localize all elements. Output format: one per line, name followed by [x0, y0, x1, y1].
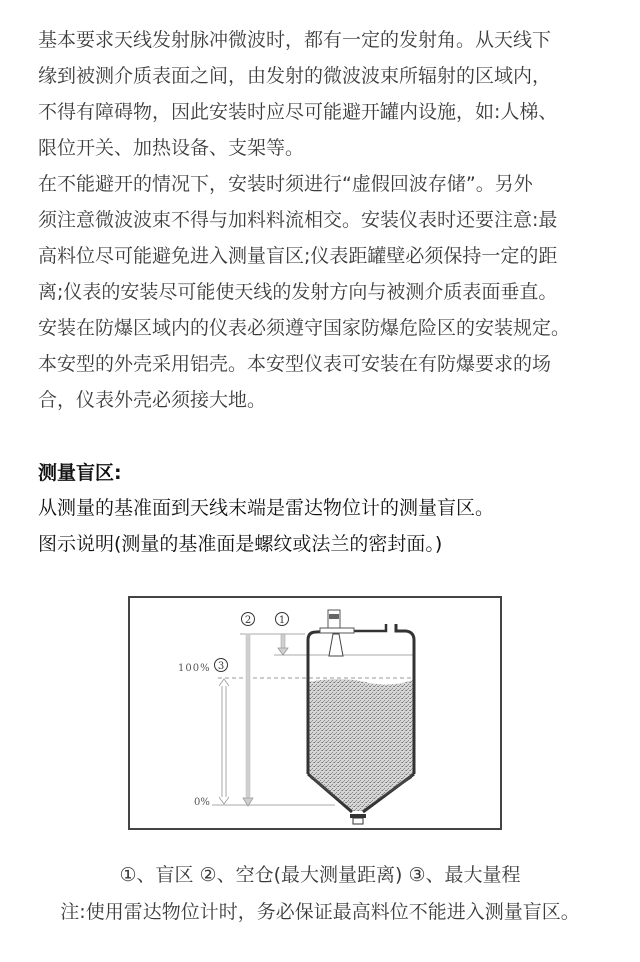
text-line: 缘到被测介质表面之间，由发射的微波波束所辐射的区域内， [38, 65, 552, 87]
text-line: 合，仪表外壳必须接大地。 [38, 389, 267, 411]
text-line: 须注意微波波束不得与加料料流相交。安装仪表时还要注意:最 [38, 209, 558, 231]
blind-zone-diagram [128, 596, 502, 830]
text-line: 高料位尽可能避免进入测量盲区;仪表距罐壁必须保持一定的距 [38, 245, 558, 267]
text-line: 本安型的外壳采用铝壳。本安型仪表可安装在有防爆要求的场 [38, 353, 552, 375]
text-line: 安装在防爆区域内的仪表必须遵守国家防爆危险区的安装规定。 [38, 317, 571, 339]
empty-space-arrow [243, 634, 253, 806]
usage-note: 注:使用雷达物位计时，务必保证最高料位不能进入测量盲区。 [60, 901, 580, 923]
marker-3-max-range [215, 659, 228, 673]
blind-zone-heading: 测量盲区: [38, 462, 122, 484]
text-line: 基本要求天线发射脉冲微波时，都有一定的发射角。从天线下 [38, 29, 552, 51]
blind-zone-definition: 从测量的基准面到天线末端是雷达物位计的测量盲区。 [38, 497, 495, 519]
figure-note: 图示说明(测量的基准面是螺纹或法兰的密封面。) [38, 533, 443, 555]
empty-level-label: 0% [194, 797, 210, 808]
installation-requirements-paragraph [38, 22, 618, 418]
radar-level-gauge [320, 610, 354, 656]
marker-2-empty-space [242, 613, 255, 627]
text-line: 离;仪表的安装尽可能使天线的发射方向与被测介质表面垂直。 [38, 281, 558, 303]
tank-diagram-svg [130, 598, 500, 828]
blind-zone-arrow [278, 634, 288, 655]
text-line: 不得有障碍物，因此安装时应尽可能避开罐内设施，如:人梯、 [38, 101, 558, 123]
marker-1-blind-zone [276, 613, 289, 627]
full-level-label: 100% [178, 663, 211, 674]
svg-text:3: 3 [217, 661, 225, 672]
measuring-range-arrow [219, 679, 229, 804]
material-fill [308, 679, 413, 811]
diagram-legend: ①、盲区 ②、空仓(最大测量距离) ③、最大量程 [119, 864, 521, 886]
text-line: 在不能避开的情况下，安装时须进行“虚假回波存储”。另外 [38, 173, 533, 195]
text-line: 限位开关、加热设备、支架等。 [38, 137, 305, 159]
svg-text:1: 1 [278, 615, 286, 626]
svg-text:2: 2 [244, 615, 252, 626]
